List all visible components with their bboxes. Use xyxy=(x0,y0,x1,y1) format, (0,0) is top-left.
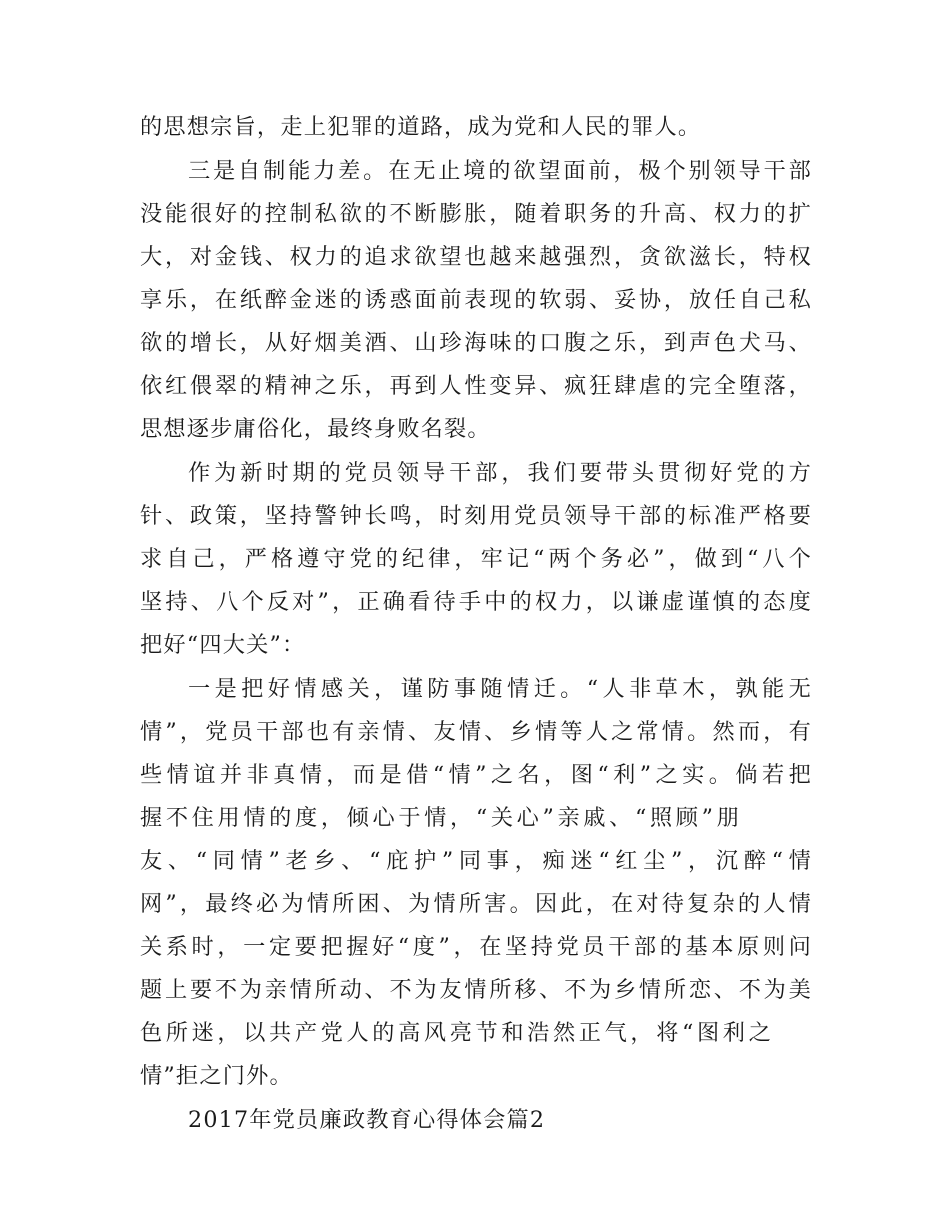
text-line: 友、“同情”老乡、“庇护”同事，痴迷“红尘”，沉醉“情 xyxy=(140,848,812,874)
text-line: 色所迷，以共产党人的高风亮节和浩然正气，将“图利之 xyxy=(140,1020,772,1046)
text-line: 依红偎翠的精神之乐，再到人性变异、疯狂肆虐的完全堕落， xyxy=(140,373,812,399)
section-heading: 2017年党员廉政教育心得体会篇2 xyxy=(188,1107,546,1133)
text-line: 握不住用情的度，倾心于情，“关心”亲戚、“照顾”朋 xyxy=(140,805,740,831)
text-line: 思想逐步庸俗化，最终身败名裂。 xyxy=(140,416,491,442)
text-line: 关系时，一定要把握好“度”，在坚持党员干部的基本原则问 xyxy=(140,934,812,960)
text-line: 没能很好的控制私欲的不断膨胀，随着职务的升高、权力的扩 xyxy=(140,201,812,227)
text-line: 情”拒之门外。 xyxy=(140,1063,293,1089)
text-line: 的思想宗旨，走上犯罪的道路，成为党和人民的罪人。 xyxy=(140,114,702,140)
paragraph-first-line: 作为新时期的党员领导干部，我们要带头贯彻好党的方 xyxy=(188,460,812,486)
text-line: 大，对金钱、权力的追求欲望也越来越强烈，贪欲滋长，特权 xyxy=(140,244,812,270)
text-line: 坚持、八个反对”，正确看待手中的权力，以谦虚谨慎的态度 xyxy=(140,589,812,615)
text-line: 欲的增长，从好烟美酒、山珍海味的口腹之乐，到声色犬马、 xyxy=(140,330,812,356)
text-line: 把好“四大关”： xyxy=(140,632,306,658)
paragraph-first-line: 三是自制能力差。在无止境的欲望面前，极个别领导干部 xyxy=(188,158,812,184)
paragraph-first-line: 一是把好情感关，谨防事随情迁。“人非草木，孰能无 xyxy=(188,676,812,702)
text-line: 些情谊并非真情，而是借“情”之名，图“利”之实。倘若把 xyxy=(140,762,812,788)
text-line: 题上要不为亲情所动、不为友情所移、不为乡情所恋、不为美 xyxy=(140,977,812,1003)
text-line: 求自己，严格遵守党的纪律，牢记“两个务必”，做到“八个 xyxy=(140,546,812,572)
text-line: 享乐，在纸醉金迷的诱惑面前表现的软弱、妥协，放任自己私 xyxy=(140,287,812,313)
text-line: 情”，党员干部也有亲情、友情、乡情等人之常情。然而，有 xyxy=(140,719,812,745)
text-line: 针、政策，坚持警钟长鸣，时刻用党员领导干部的标准严格要 xyxy=(140,503,812,529)
text-line: 网”，最终必为情所困、为情所害。因此，在对待复杂的人情 xyxy=(140,891,812,917)
